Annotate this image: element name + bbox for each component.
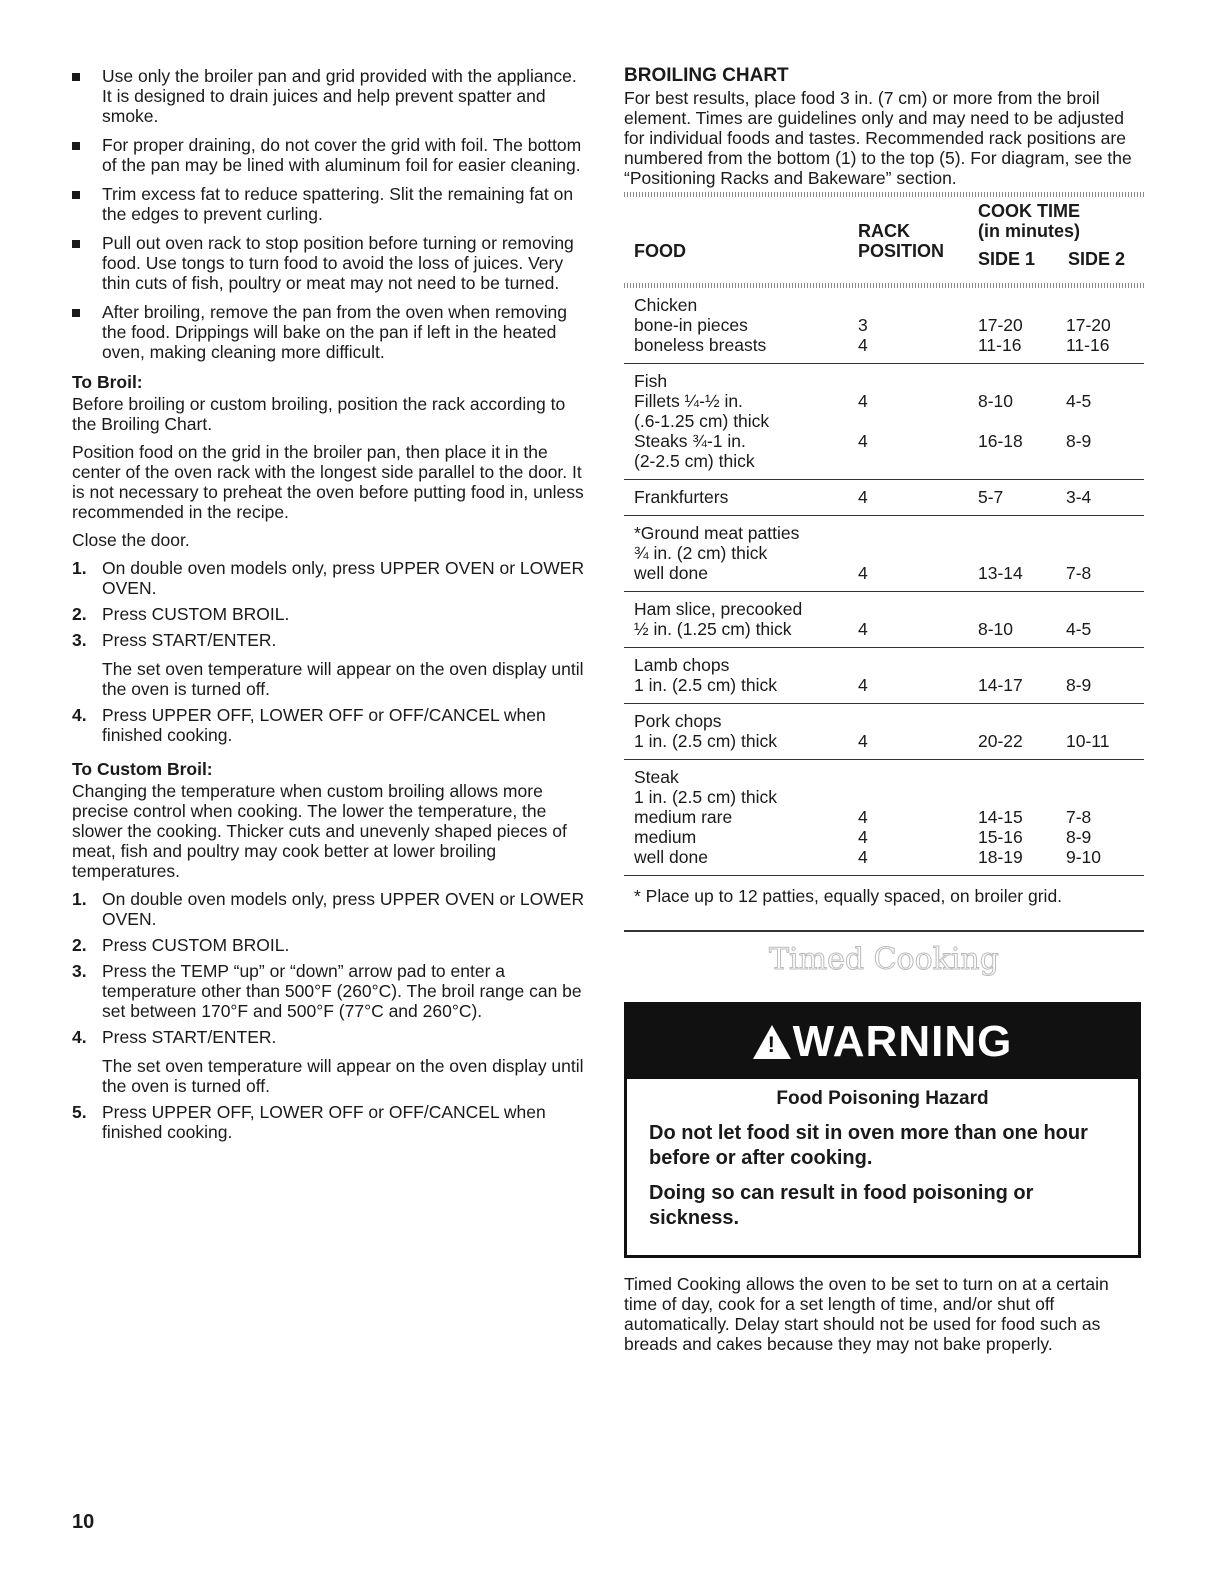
cell-food: Steak bbox=[634, 767, 679, 787]
cell-rack-position: 4 bbox=[858, 827, 868, 847]
step-item bbox=[72, 705, 588, 745]
list-item bbox=[72, 184, 588, 224]
step-note: The set oven temperature will appear on the oven display until the oven is turned off. bbox=[102, 1056, 584, 1096]
bullet-square-icon bbox=[72, 240, 80, 248]
bullet-square-icon bbox=[72, 191, 80, 199]
step-number: 2. bbox=[72, 935, 87, 955]
warning-box bbox=[624, 1002, 1141, 1258]
cell-side-2: 4-5 bbox=[1066, 619, 1092, 639]
table-row-group bbox=[624, 648, 1144, 704]
cell-side-2: 7-8 bbox=[1066, 563, 1092, 583]
table-row bbox=[634, 731, 1144, 751]
cell-side-2: 8-9 bbox=[1066, 827, 1092, 847]
broiling-tips-list bbox=[72, 66, 588, 362]
list-item bbox=[72, 135, 588, 175]
table-row-group bbox=[624, 288, 1144, 364]
cell-food: bone-in pieces bbox=[634, 315, 748, 335]
list-item bbox=[72, 233, 588, 293]
warning-body bbox=[627, 1079, 1138, 1255]
right-column bbox=[624, 66, 1144, 1354]
step-text: Press CUSTOM BROIL. bbox=[102, 604, 290, 624]
column-header-in-minutes: (in minutes) bbox=[978, 221, 1080, 241]
table-row bbox=[634, 655, 1144, 675]
table-row-group bbox=[624, 760, 1144, 876]
step-text: Press CUSTOM BROIL. bbox=[102, 935, 290, 955]
step-item bbox=[72, 630, 588, 699]
cell-side-1: 16-18 bbox=[978, 431, 1023, 451]
step-number: 3. bbox=[72, 630, 87, 650]
cell-rack-position: 4 bbox=[858, 487, 868, 507]
table-row bbox=[634, 807, 1144, 827]
cell-food: boneless breasts bbox=[634, 335, 767, 355]
cell-rack-position: 4 bbox=[858, 431, 868, 451]
step-text: Press START/ENTER. bbox=[102, 1027, 277, 1047]
timed-cooking-title: Timed Cooking bbox=[769, 941, 999, 977]
cell-side-1: 15-16 bbox=[978, 827, 1023, 847]
cell-side-1: 13-14 bbox=[978, 563, 1023, 583]
page-number: 10 bbox=[72, 1511, 95, 1533]
cell-rack-position: 4 bbox=[858, 563, 868, 583]
step-note: The set oven temperature will appear on the oven display until the oven is turned off. bbox=[102, 659, 584, 699]
column-header-position: POSITION bbox=[858, 241, 945, 261]
to-broil-paragraph: Position food on the grid in the broiler pan, then place it in the center of the oven rack with the longest side parallel to the door. It is not necessary to preheat the oven before putting food in, unless recommended in the recipe. bbox=[72, 442, 584, 522]
step-number: 5. bbox=[72, 1102, 87, 1122]
cell-side-1: 17-20 bbox=[978, 315, 1023, 335]
step-item bbox=[72, 961, 588, 1021]
table-row bbox=[634, 391, 1144, 411]
to-broil-heading: To Broil: bbox=[72, 372, 143, 392]
cell-side-1: 8-10 bbox=[978, 619, 1014, 639]
broiling-chart-title: BROILING CHART bbox=[624, 65, 789, 86]
warning-line: Doing so can result in food poisoning or sickness. bbox=[649, 1181, 1034, 1229]
warning-triangle-icon bbox=[753, 1025, 791, 1059]
chart-footnote: * Place up to 12 patties, equally spaced, on broiler grid. bbox=[634, 886, 1063, 906]
table-row bbox=[634, 451, 1144, 471]
cell-side-1: 18-19 bbox=[978, 847, 1023, 867]
table-row-group bbox=[624, 704, 1144, 760]
table-row-group bbox=[624, 516, 1144, 592]
list-item-text: Pull out oven rack to stop position before turning or removing food. Use tongs to turn food to avoid the loss of juices. Very thin cuts of fish, poultry or meat may not need to be turned. bbox=[102, 233, 574, 293]
warning-word: WARNING bbox=[792, 1016, 1013, 1066]
to-custom-broil-steps bbox=[72, 889, 588, 1142]
cell-food: Ham slice, precooked bbox=[634, 599, 803, 619]
cell-food: 1 in. (2.5 cm) thick bbox=[634, 731, 777, 751]
step-text: On double oven models only, press UPPER OVEN or LOWER OVEN. bbox=[102, 558, 585, 598]
warning-line: Do not let food sit in oven more than one hour before or after cooking. bbox=[649, 1121, 1088, 1169]
step-number: 1. bbox=[72, 558, 87, 578]
step-number: 4. bbox=[72, 705, 87, 725]
bullet-square-icon bbox=[72, 309, 80, 317]
table-row bbox=[634, 335, 1144, 355]
list-item-text: Use only the broiler pan and grid provided with the appliance. It is designed to drain juices and help prevent spatter and smoke. bbox=[102, 66, 577, 126]
step-item bbox=[72, 935, 588, 955]
step-number: 1. bbox=[72, 889, 87, 909]
table-row bbox=[634, 599, 1144, 619]
table-row-group bbox=[624, 364, 1144, 480]
list-item-text: After broiling, remove the pan from the oven when removing the food. Drippings will bake on the pan if left in the heated oven, making cleaning more difficult. bbox=[102, 302, 567, 362]
to-broil-steps bbox=[72, 558, 588, 745]
table-row bbox=[634, 619, 1144, 639]
cell-food: Frankfurters bbox=[634, 487, 729, 507]
cell-food: (2-2.5 cm) thick bbox=[634, 451, 755, 471]
table-row bbox=[634, 543, 1144, 563]
table-row bbox=[634, 675, 1144, 695]
table-row bbox=[634, 767, 1144, 787]
cell-side-1: 14-15 bbox=[978, 807, 1023, 827]
cell-side-2: 4-5 bbox=[1066, 391, 1092, 411]
table-row bbox=[634, 411, 1144, 431]
column-header-side-2: SIDE 2 bbox=[1068, 249, 1126, 269]
cell-side-2: 3-4 bbox=[1066, 487, 1092, 507]
section-divider bbox=[624, 930, 1144, 932]
step-item bbox=[72, 1027, 588, 1096]
step-text: Press the TEMP “up” or “down” arrow pad to enter a temperature other than 500°F (260°C). The broil range can be set between 170°F and 500°F (77°C and 260°C). bbox=[102, 961, 582, 1021]
cell-rack-position: 4 bbox=[858, 847, 868, 867]
cell-rack-position: 4 bbox=[858, 731, 868, 751]
to-custom-broil-paragraph: Changing the temperature when custom broiling allows more precise control when cooking. The lower the temperature, the slower the cooking. Thicker cuts and unevenly shaped pieces of meat, fish and poultry may cook better at lower broiling temperatures. bbox=[72, 781, 567, 881]
cell-food: Steaks ¾-1 in. bbox=[634, 431, 746, 451]
to-custom-broil-heading: To Custom Broil: bbox=[72, 759, 213, 779]
cell-side-1: 20-22 bbox=[978, 731, 1023, 751]
broiling-chart-intro: For best results, place food 3 in. (7 cm) or more from the broil element. Times are guidelines only and may need to be adjusted for individual foods and tastes. Recommended rack positions are numbered from the bottom (1) to the top (5). For diagram, see the “Positioning Racks and Bakeware” section. bbox=[624, 88, 1132, 188]
to-broil-paragraph: Close the door. bbox=[72, 530, 190, 550]
cell-food: Lamb chops bbox=[634, 655, 730, 675]
cell-side-1: 5-7 bbox=[978, 487, 1004, 507]
step-number: 2. bbox=[72, 604, 87, 624]
cell-food: 1 in. (2.5 cm) thick bbox=[634, 787, 777, 807]
list-item-text: For proper draining, do not cover the grid with foil. The bottom of the pan may be lined with aluminum foil for easier cleaning. bbox=[102, 135, 582, 175]
step-item bbox=[72, 604, 588, 624]
to-broil-paragraph: Before broiling or custom broiling, position the rack according to the Broiling Chart. bbox=[72, 394, 566, 434]
step-text: Press UPPER OFF, LOWER OFF or OFF/CANCEL when finished cooking. bbox=[102, 705, 546, 745]
cell-food: ¾ in. (2 cm) thick bbox=[634, 543, 768, 563]
cell-rack-position: 3 bbox=[858, 315, 868, 335]
cell-rack-position: 4 bbox=[858, 675, 868, 695]
step-item bbox=[72, 889, 588, 929]
cell-food: well done bbox=[634, 847, 708, 867]
cell-food: medium rare bbox=[634, 807, 733, 827]
column-header-cook-time: COOK TIME bbox=[978, 201, 1080, 221]
table-row bbox=[634, 711, 1144, 731]
table-header bbox=[624, 197, 1144, 283]
table-row-group bbox=[624, 480, 1144, 516]
cell-rack-position: 4 bbox=[858, 807, 868, 827]
cell-side-2: 11-16 bbox=[1066, 335, 1110, 355]
table-row bbox=[634, 371, 1144, 391]
table-row bbox=[634, 431, 1144, 451]
cell-food: well done bbox=[634, 563, 708, 583]
cell-food: (.6-1.25 cm) thick bbox=[634, 411, 770, 431]
cell-food: 1 in. (2.5 cm) thick bbox=[634, 675, 777, 695]
step-item bbox=[72, 1102, 588, 1142]
column-header-food: FOOD bbox=[634, 241, 686, 261]
cell-food: ½ in. (1.25 cm) thick bbox=[634, 619, 792, 639]
cell-side-2: 9-10 bbox=[1066, 847, 1102, 867]
step-item bbox=[72, 558, 588, 598]
table-row bbox=[634, 563, 1144, 583]
cell-side-1: 11-16 bbox=[978, 335, 1022, 355]
warning-header bbox=[627, 1005, 1138, 1079]
list-item bbox=[72, 302, 588, 362]
cell-side-2: 8-9 bbox=[1066, 675, 1092, 695]
table-row bbox=[634, 295, 1144, 315]
step-number: 3. bbox=[72, 961, 87, 981]
cell-side-1: 8-10 bbox=[978, 391, 1014, 411]
cell-side-2: 10-11 bbox=[1066, 731, 1110, 751]
cell-food: Chicken bbox=[634, 295, 698, 315]
step-text: On double oven models only, press UPPER OVEN or LOWER OVEN. bbox=[102, 889, 585, 929]
cell-rack-position: 4 bbox=[858, 619, 868, 639]
cell-food: Fillets ¼-½ in. bbox=[634, 391, 743, 411]
cell-side-2: 17-20 bbox=[1066, 315, 1111, 335]
broiling-chart-body bbox=[624, 288, 1144, 876]
column-header-rack: RACK bbox=[858, 221, 910, 241]
cell-food: Fish bbox=[634, 371, 668, 391]
table-row bbox=[634, 315, 1144, 335]
timed-cooking-description: Timed Cooking allows the oven to be set to turn on at a certain time of day, cook for a set length of time, and/or shut off automatically. Delay start should not be used for food such as breads and cakes because they may not bake properly. bbox=[624, 1273, 1109, 1354]
hazard-title: Food Poisoning Hazard bbox=[776, 1087, 989, 1109]
cell-rack-position: 4 bbox=[858, 335, 868, 355]
cell-side-2: 8-9 bbox=[1066, 431, 1092, 451]
cell-food: Pork chops bbox=[634, 711, 722, 731]
bullet-square-icon bbox=[72, 142, 80, 150]
step-number: 4. bbox=[72, 1027, 87, 1047]
list-item-text: Trim excess fat to reduce spattering. Slit the remaining fat on the edges to prevent curling. bbox=[102, 184, 574, 224]
table-row bbox=[634, 487, 1144, 507]
step-text: Press START/ENTER. bbox=[102, 630, 277, 650]
cell-side-2: 7-8 bbox=[1066, 807, 1092, 827]
cell-rack-position: 4 bbox=[858, 391, 868, 411]
table-row bbox=[634, 827, 1144, 847]
left-column bbox=[72, 66, 588, 1148]
cell-side-1: 14-17 bbox=[978, 675, 1023, 695]
list-item bbox=[72, 66, 588, 126]
cell-food: *Ground meat patties bbox=[634, 523, 800, 543]
table-row-group bbox=[624, 592, 1144, 648]
table-row bbox=[634, 787, 1144, 807]
warning-exclamation: ! bbox=[767, 1031, 775, 1057]
table-row bbox=[634, 523, 1144, 543]
step-text: Press UPPER OFF, LOWER OFF or OFF/CANCEL when finished cooking. bbox=[102, 1102, 546, 1142]
cell-food: medium bbox=[634, 827, 697, 847]
bullet-square-icon bbox=[72, 73, 80, 81]
column-header-side-1: SIDE 1 bbox=[978, 249, 1036, 269]
table-row bbox=[634, 847, 1144, 867]
